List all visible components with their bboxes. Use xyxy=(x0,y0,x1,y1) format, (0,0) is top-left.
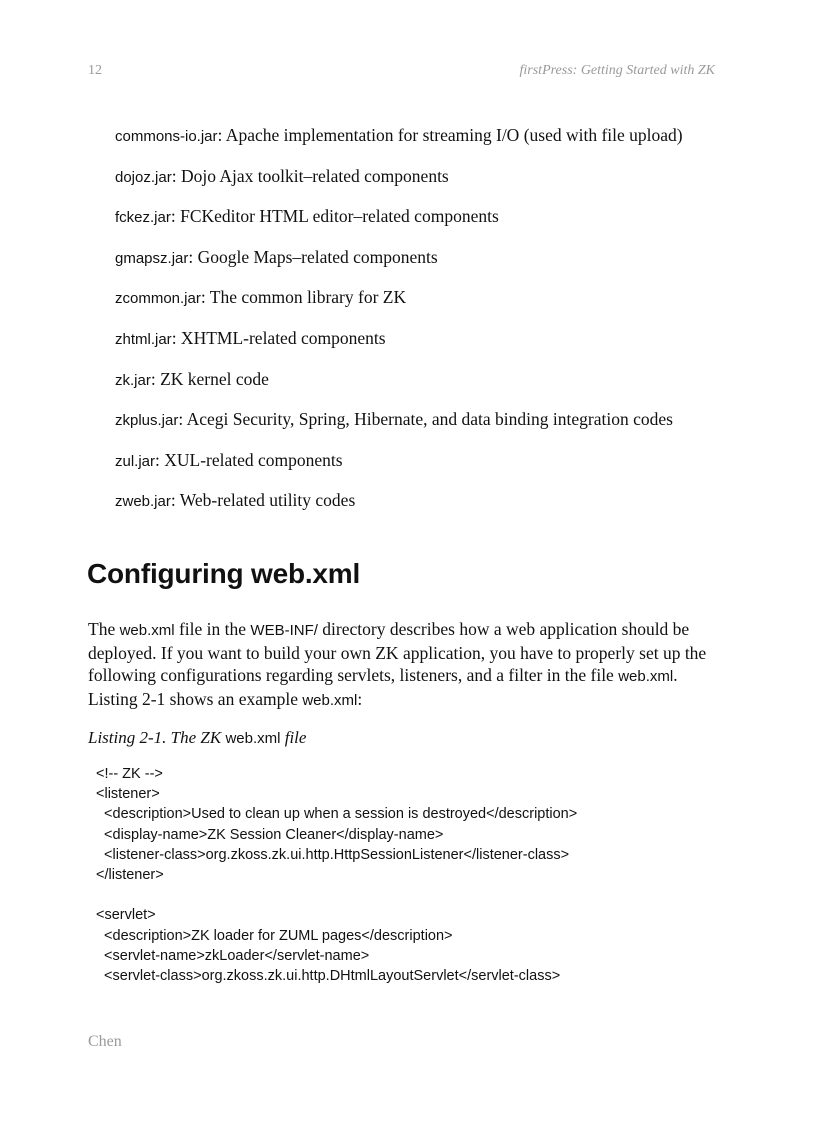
list-item xyxy=(115,368,683,409)
jar-name: zweb.jar xyxy=(115,493,171,511)
jar-name: zkplus.jar xyxy=(115,412,179,430)
code-line: <servlet-class>org.zkoss.zk.ui.http.DHtmlLayoutServlet</servlet-class> xyxy=(96,967,561,984)
caption-prefix: Listing 2-1. The ZK xyxy=(88,728,226,747)
jar-description: : Apache implementation for streaming I/O (used with file upload) xyxy=(217,125,683,145)
list-item xyxy=(115,205,683,246)
page-number: 12 xyxy=(88,63,102,78)
jar-name: zul.jar xyxy=(115,452,156,470)
code-line xyxy=(96,885,577,905)
code-line: <listener> xyxy=(96,786,160,803)
paragraph-text: directory describes how a web application should be deployed. If you want to build your own ZK application, you have to properly set up the following configurations regarding servlets, listeners, and a filter in the file xyxy=(88,619,707,685)
body-paragraph xyxy=(88,618,718,712)
inline-code: web.xml xyxy=(119,622,175,639)
jar-name: gmapsz.jar xyxy=(115,249,189,267)
section-heading: Configuring web.xml xyxy=(87,558,361,589)
list-item xyxy=(115,327,683,368)
code-line: <description>ZK loader for ZUML pages</description> xyxy=(96,927,453,944)
jar-description: : Google Maps–related components xyxy=(188,246,438,267)
list-item xyxy=(115,449,683,490)
jar-description: : The common library for ZK xyxy=(200,287,407,308)
jar-description: : Web-related utility codes xyxy=(170,490,356,511)
inline-code: WEB-INF/ xyxy=(250,622,318,639)
code-line: </listener> xyxy=(96,866,164,883)
jar-name: zhtml.jar xyxy=(115,330,172,348)
code-line: <description>Used to clean up when a session is destroyed</description> xyxy=(96,806,578,823)
jar-description: : FCKeditor HTML editor–related components xyxy=(170,206,499,227)
list-item xyxy=(115,165,683,206)
jar-name: dojoz.jar xyxy=(115,168,172,186)
jar-name: commons-io.jar xyxy=(115,128,218,145)
code-line: <servlet-name>zkLoader</servlet-name> xyxy=(96,947,370,964)
paragraph-text: : xyxy=(357,689,363,709)
running-header-title: firstPress: Getting Started with ZK xyxy=(519,63,715,78)
jar-name: fckez.jar xyxy=(115,209,171,227)
jar-description: : XUL-related components xyxy=(155,449,343,470)
list-item xyxy=(115,286,683,327)
code-line: <servlet> xyxy=(96,907,156,924)
listing-caption xyxy=(88,728,306,748)
list-item xyxy=(115,246,683,287)
list-item xyxy=(115,489,683,530)
list-item xyxy=(115,124,683,165)
jar-name: zk.jar xyxy=(115,371,151,389)
code-line: <listener-class>org.zkoss.zk.ui.http.HttpSessionListener</listener-class> xyxy=(96,846,570,863)
jar-description: : ZK kernel code xyxy=(150,368,269,389)
inline-code: web.xml xyxy=(618,668,674,685)
list-item xyxy=(115,408,683,449)
caption-code: web.xml xyxy=(225,730,281,747)
code-line: <!-- ZK --> xyxy=(96,766,163,782)
jar-description: : Acegi Security, Spring, Hibernate, and data binding integration codes xyxy=(178,409,673,430)
jar-list xyxy=(115,124,683,530)
jar-description: : XHTML-related components xyxy=(171,327,386,348)
code-listing xyxy=(96,764,577,986)
jar-description: : Dojo Ajax toolkit–related components xyxy=(171,165,449,186)
code-line: <display-name>ZK Session Cleaner</display-name> xyxy=(96,826,444,843)
paragraph-text: file in the xyxy=(174,619,251,639)
paragraph-text: . Listing 2-1 shows an example xyxy=(88,665,678,709)
inline-code: web.xml xyxy=(302,692,358,709)
paragraph-text: The xyxy=(88,619,120,639)
footer-author: Chen xyxy=(88,1033,122,1050)
caption-suffix: file xyxy=(280,728,307,747)
jar-name: zcommon.jar xyxy=(115,290,201,308)
